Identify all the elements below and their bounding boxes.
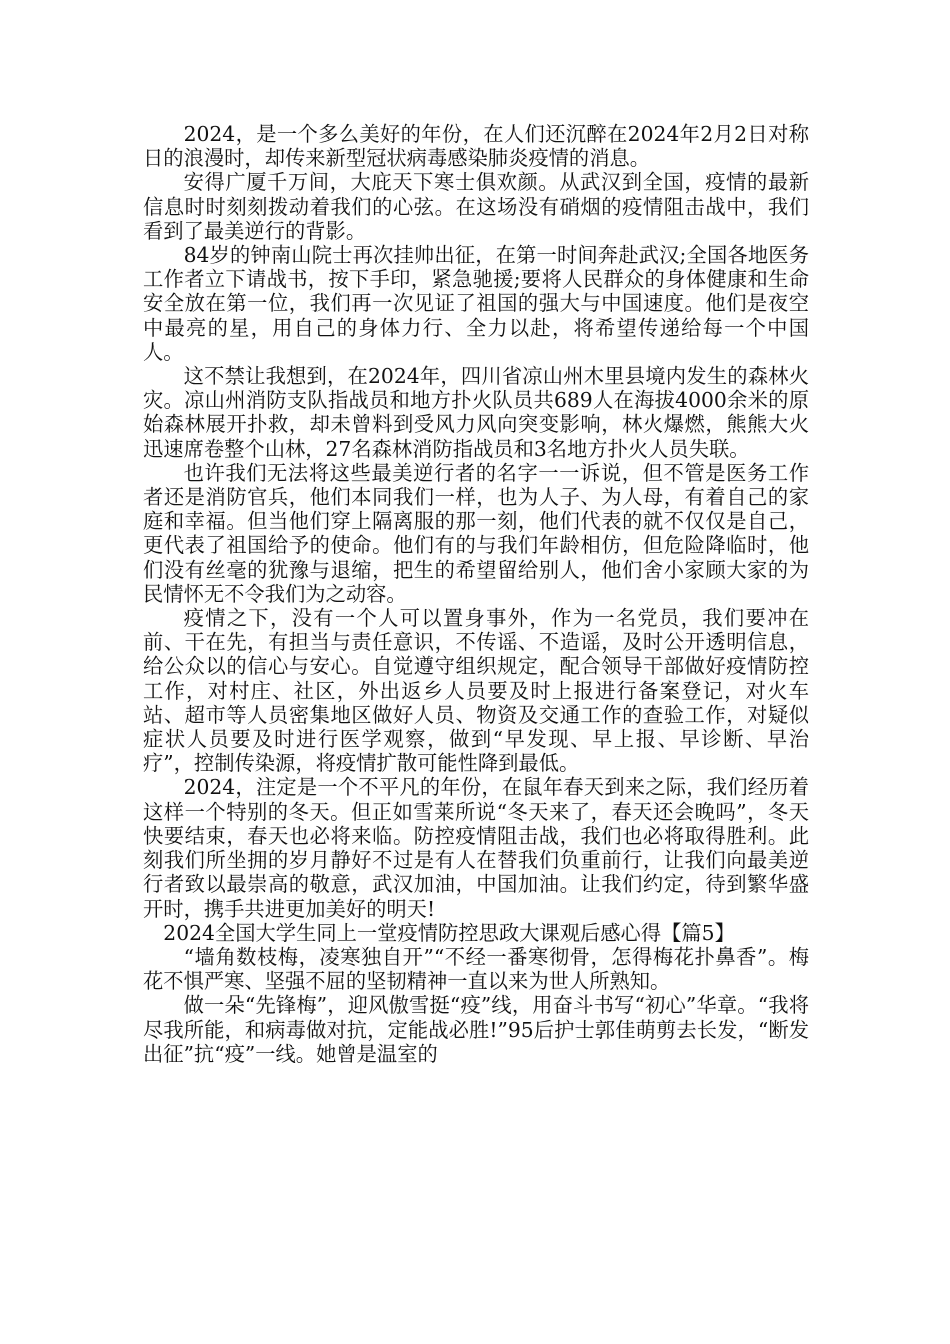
paragraph: 2024，注定是一个不平凡的年份，在鼠年春天到来之际，我们经历着这样一个特别的冬天。但正如雪莱所说“冬天来了，春天还会晚吗”，冬天快要结束，春天也必将来临。防控疫情阻击战，我们也必将取得胜利。此刻我们所坐拥的岁月静好不过是有人在替我们负重前行，让我们向最美逆行者致以最崇高的敬意，武汉加油，中国加油。让我们约定，待到繁华盛开时，携手共进更加美好的明天! — [143, 775, 809, 921]
paragraph: 84岁的钟南山院士再次挂帅出征，在第一时间奔赴武汉;全国各地医务工作者立下请战书，按下手印，紧急驰援;要将人民群众的身体健康和生命安全放在第一位，我们再一次见证了祖国的强大与中国速度。他们是夜空中最亮的星，用自己的身体力行、全力以赴，将希望传递给每一个中国人。 — [143, 243, 809, 364]
paragraph: 做一朵“先锋梅”，迎风傲雪挺“疫”线，用奋斗书写“初心”华章。“我将尽我所能，和病毒做对抗，定能战必胜!”95后护士郭佳萌剪去长发，“断发出征”抗“疫”一线。她曾是温室的 — [143, 993, 809, 1066]
paragraph: 2024，是一个多么美好的年份，在人们还沉醉在2024年2月2日对称日的浪漫时，却传来新型冠状病毒感染肺炎疫情的消息。 — [143, 122, 809, 171]
paragraph: 疫情之下，没有一个人可以置身事外，作为一名党员，我们要冲在前、干在先，有担当与责任意识，不传谣、不造谣，及时公开透明信息，给公众以的信心与安心。自觉遵守组织规定，配合领导干部做好疫情防控工作，对村庄、社区，外出返乡人员要及时上报进行备案登记，对火车站、超市等人员密集地区做好人员、物资及交通工作的查验工作，对疑似症状人员要及时进行医学观察，做到“早发现、早上报、早诊断、早治疗”，控制传染源，将疫情扩散可能性降到最低。 — [143, 606, 809, 776]
section-heading: 2024全国大学生同上一堂疫情防控思政大课观后感心得【篇5】 — [163, 920, 735, 945]
document-body — [143, 122, 809, 1066]
paragraph: 这不禁让我想到，在2024年，四川省凉山州木里县境内发生的森林火灾。凉山州消防支队指战员和地方扑火队员共689人在海拔4000余米的原始森林展开扑救，却未曾料到受风力风向突变影响，林火爆燃，熊熊大火迅速席卷整个山林，27名森林消防指战员和3名地方扑火人员失联。 — [143, 364, 809, 461]
paragraph: 也许我们无法将这些最美逆行者的名字一一诉说，但不管是医务工作者还是消防官兵，他们本同我们一样，也为人子、为人母，有着自己的家庭和幸福。但当他们穿上隔离服的那一刻，他们代表的就不仅仅是自己，更代表了祖国给予的使命。他们有的与我们年龄相仿，但危险降临时，他们没有丝毫的犹豫与退缩，把生的希望留给别人，他们舍小家顾大家的为民情怀无不令我们为之动容。 — [143, 460, 809, 606]
paragraph: 安得广厦千万间，大庇天下寒士俱欢颜。从武汉到全国，疫情的最新信息时时刻刻拨动着我们的心弦。在这场没有硝烟的疫情阻击战中，我们看到了最美逆行的背影。 — [143, 170, 809, 243]
paragraph: “墙角数枝梅，凌寒独自开”“不经一番寒彻骨，怎得梅花扑鼻香”。梅花不惧严寒、坚强不屈的坚韧精神一直以来为世人所熟知。 — [143, 944, 809, 994]
